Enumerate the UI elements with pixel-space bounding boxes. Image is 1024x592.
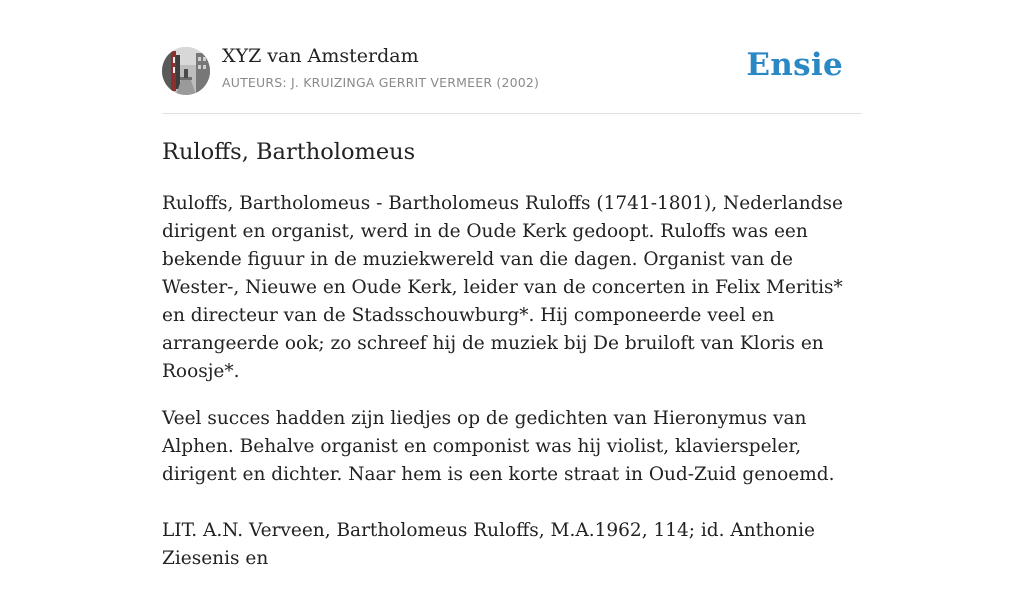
entry-paragraph: Ruloffs, Bartholomeus - Bartholomeus Ruloffs (1741-1801), Nederlandse dirigent en organist, werd in de Oude Kerk gedoopt. Ruloffs was een bekende figuur in de muziekwereld van die dagen. Organist van de Wester-, Nieuwe en Oude Kerk, leider van de concerten in Felix Meritis* en directeur van de Stadsschouwburg*. Hij componeerde veel en arrangeerde ook; zo schreef hij de muziek bij De bruiloft van Kloris en Roosje*.: [162, 193, 843, 382]
article-page: [162, 0, 862, 569]
entry-literature: LIT. A.N. Verveen, Bartholomeus Ruloffs, M.A.1962, 114; id. Anthonie Ziesenis en: [162, 520, 815, 569]
entry-paragraph: Veel succes hadden zijn liedjes op de gedichten van Hieronymus van Alphen. Behalve organist en componist was hij violist, klavierspeler, dirigent en dichter. Naar hem is een korte straat in Oud-Zuid genoemd.: [162, 408, 835, 485]
ensie-logo[interactable]: Ensie: [746, 47, 843, 83]
source-header: [162, 0, 862, 114]
source-authors: AUTEURS: J. KRUIZINGA GERRIT VERMEER (2002): [222, 75, 540, 90]
source-avatar[interactable]: [162, 47, 210, 95]
source-title[interactable]: XYZ van Amsterdam: [222, 45, 419, 67]
entry-title: Ruloffs, Bartholomeus: [162, 139, 416, 165]
street-photo-icon: [162, 47, 210, 95]
entry-body: [162, 190, 867, 592]
